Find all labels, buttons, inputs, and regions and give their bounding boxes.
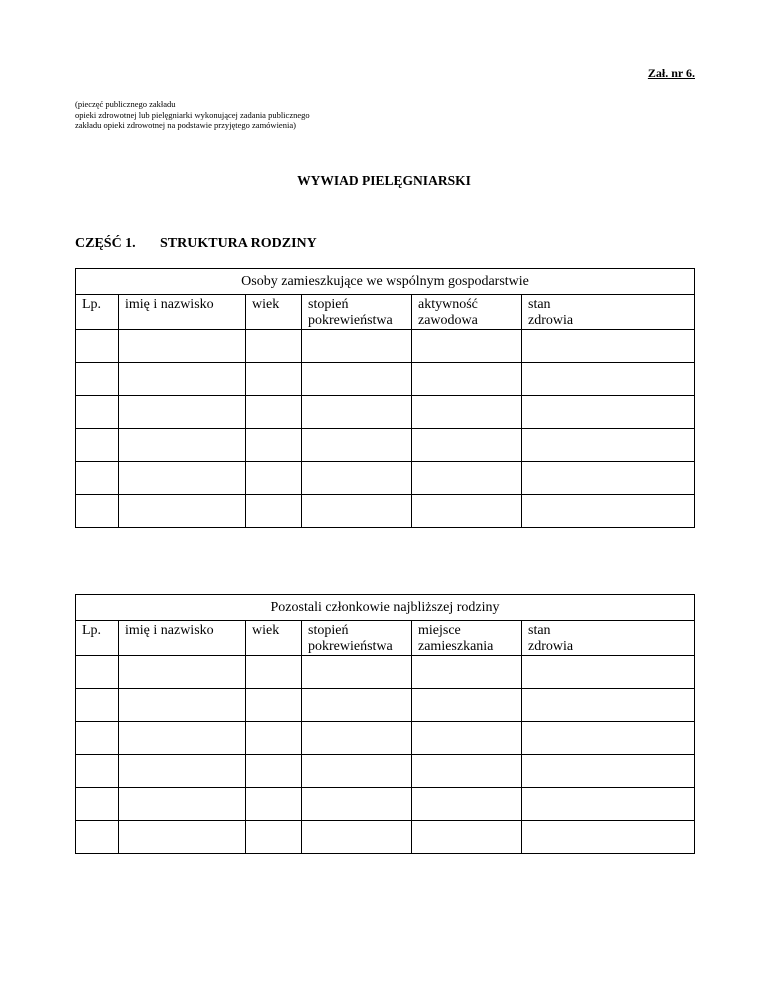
table-cell[interactable] bbox=[302, 656, 412, 689]
table-cell[interactable] bbox=[246, 821, 302, 854]
column-header bbox=[246, 295, 302, 330]
table-cell[interactable] bbox=[412, 656, 522, 689]
table-row bbox=[76, 788, 695, 821]
table-cell[interactable] bbox=[412, 330, 522, 363]
column-header-line: zdrowia bbox=[528, 639, 574, 654]
table-row bbox=[76, 689, 695, 722]
table-cell[interactable] bbox=[76, 722, 119, 755]
table-cell[interactable] bbox=[246, 689, 302, 722]
column-header-line: aktywność bbox=[418, 297, 478, 312]
table-cell[interactable] bbox=[76, 495, 119, 528]
table-cell[interactable] bbox=[246, 788, 302, 821]
table-cell[interactable] bbox=[119, 396, 246, 429]
stamp-line: (pieczęć publicznego zakładu bbox=[75, 99, 176, 109]
table-cell[interactable] bbox=[522, 363, 695, 396]
table-cell[interactable] bbox=[119, 755, 246, 788]
table-cell[interactable] bbox=[522, 689, 695, 722]
table-cell[interactable] bbox=[119, 656, 246, 689]
table-cell[interactable] bbox=[119, 722, 246, 755]
table-cell[interactable] bbox=[119, 330, 246, 363]
table-row bbox=[76, 755, 695, 788]
table-cell[interactable] bbox=[412, 462, 522, 495]
table-cell[interactable] bbox=[76, 462, 119, 495]
table-cell[interactable] bbox=[412, 495, 522, 528]
table-cell[interactable] bbox=[246, 330, 302, 363]
table-row bbox=[76, 363, 695, 396]
column-header-line: zawodowa bbox=[418, 313, 478, 328]
table-header-row bbox=[76, 621, 695, 656]
table-cell[interactable] bbox=[522, 429, 695, 462]
table-cell[interactable] bbox=[412, 788, 522, 821]
table-row bbox=[76, 330, 695, 363]
table-cell[interactable] bbox=[302, 755, 412, 788]
table-cell[interactable] bbox=[522, 722, 695, 755]
column-header bbox=[302, 295, 412, 330]
table-cell[interactable] bbox=[119, 495, 246, 528]
stamp-line: zakładu opieki zdrowotnej na podstawie przyjętego zamówienia) bbox=[75, 120, 296, 130]
table-cell[interactable] bbox=[522, 396, 695, 429]
column-header bbox=[76, 295, 119, 330]
table-cell[interactable] bbox=[412, 821, 522, 854]
table-caption: Osoby zamieszkujące we wspólnym gospodarstwie bbox=[76, 269, 695, 295]
column-header-line: miejsce bbox=[418, 623, 461, 638]
table-cell[interactable] bbox=[76, 656, 119, 689]
column-header-line: stopień bbox=[308, 297, 349, 312]
table-cell[interactable] bbox=[119, 689, 246, 722]
table-cell[interactable] bbox=[76, 330, 119, 363]
table-cell[interactable] bbox=[302, 788, 412, 821]
table-cell[interactable] bbox=[302, 722, 412, 755]
table-row bbox=[76, 722, 695, 755]
column-header bbox=[119, 621, 246, 656]
table-cell[interactable] bbox=[246, 722, 302, 755]
table-cell[interactable] bbox=[119, 788, 246, 821]
table-cell[interactable] bbox=[246, 363, 302, 396]
column-header bbox=[302, 621, 412, 656]
table-cell[interactable] bbox=[119, 429, 246, 462]
table-cell[interactable] bbox=[76, 755, 119, 788]
column-header-line: wiek bbox=[252, 623, 280, 638]
table-cell[interactable] bbox=[76, 363, 119, 396]
table-cell[interactable] bbox=[119, 462, 246, 495]
table-cell[interactable] bbox=[302, 689, 412, 722]
table-cell[interactable] bbox=[522, 462, 695, 495]
stamp-note bbox=[75, 99, 310, 131]
table-cell[interactable] bbox=[76, 821, 119, 854]
table-cell[interactable] bbox=[246, 656, 302, 689]
table-cell[interactable] bbox=[522, 755, 695, 788]
table-cell[interactable] bbox=[302, 396, 412, 429]
column-header-line: Lp. bbox=[82, 623, 102, 638]
column-header-line: Lp. bbox=[82, 297, 102, 312]
column-header-line: zdrowia bbox=[528, 313, 574, 328]
table-cell[interactable] bbox=[246, 462, 302, 495]
table-cell[interactable] bbox=[302, 330, 412, 363]
table-cell[interactable] bbox=[76, 689, 119, 722]
table-cell[interactable] bbox=[246, 429, 302, 462]
table-row bbox=[76, 462, 695, 495]
table-cell[interactable] bbox=[76, 788, 119, 821]
table-caption: Pozostali członkowie najbliższej rodziny bbox=[76, 595, 695, 621]
column-header-line: imię i nazwisko bbox=[125, 623, 214, 638]
table-row bbox=[76, 495, 695, 528]
table-cell[interactable] bbox=[412, 363, 522, 396]
table-cell[interactable] bbox=[119, 363, 246, 396]
table-cell[interactable] bbox=[246, 755, 302, 788]
attachment-label: Zał. nr 6. bbox=[647, 66, 695, 80]
table-cell[interactable] bbox=[412, 429, 522, 462]
table-row bbox=[76, 396, 695, 429]
column-header bbox=[246, 621, 302, 656]
table-cell[interactable] bbox=[246, 495, 302, 528]
column-header-line: pokrewieństwa bbox=[308, 639, 393, 654]
column-header-line: imię i nazwisko bbox=[125, 297, 214, 312]
table-cell[interactable] bbox=[522, 821, 695, 854]
column-header bbox=[522, 621, 695, 656]
table-cell[interactable] bbox=[76, 429, 119, 462]
section-number: CZĘŚĆ 1. bbox=[75, 236, 136, 251]
column-header-line: pokrewieństwa bbox=[308, 313, 393, 328]
column-header-line: stan bbox=[528, 623, 551, 638]
table-cell[interactable] bbox=[302, 821, 412, 854]
column-header bbox=[522, 295, 695, 330]
column-header bbox=[412, 295, 522, 330]
column-header-line: stan bbox=[528, 297, 551, 312]
document-title: WYWIAD PIELĘGNIARSKI bbox=[297, 173, 471, 188]
table-cell[interactable] bbox=[522, 788, 695, 821]
stamp-line: opieki zdrowotnej lub pielęgniarki wykonującej zadania publicznego bbox=[75, 109, 310, 120]
column-header bbox=[119, 295, 246, 330]
table-cell[interactable] bbox=[302, 495, 412, 528]
table-cell[interactable] bbox=[302, 462, 412, 495]
table-cell[interactable] bbox=[522, 330, 695, 363]
column-header-line: wiek bbox=[252, 297, 280, 312]
table-cell[interactable] bbox=[412, 722, 522, 755]
table-row bbox=[76, 656, 695, 689]
table-cell[interactable] bbox=[76, 396, 119, 429]
section-name: STRUKTURA RODZINY bbox=[160, 236, 317, 251]
table-cell[interactable] bbox=[302, 363, 412, 396]
column-header-line: zamieszkania bbox=[418, 639, 494, 654]
column-header bbox=[76, 621, 119, 656]
table-cell[interactable] bbox=[302, 429, 412, 462]
table-cell[interactable] bbox=[522, 495, 695, 528]
column-header-line: stopień bbox=[308, 623, 349, 638]
column-header bbox=[412, 621, 522, 656]
relatives-table bbox=[75, 594, 695, 854]
table-cell[interactable] bbox=[246, 396, 302, 429]
table-cell[interactable] bbox=[522, 656, 695, 689]
table-cell[interactable] bbox=[412, 689, 522, 722]
table-cell[interactable] bbox=[412, 396, 522, 429]
household-table bbox=[75, 268, 695, 528]
table-cell[interactable] bbox=[412, 755, 522, 788]
table-row bbox=[76, 821, 695, 854]
table-header-row bbox=[76, 295, 695, 330]
table-cell[interactable] bbox=[119, 821, 246, 854]
table-row bbox=[76, 429, 695, 462]
